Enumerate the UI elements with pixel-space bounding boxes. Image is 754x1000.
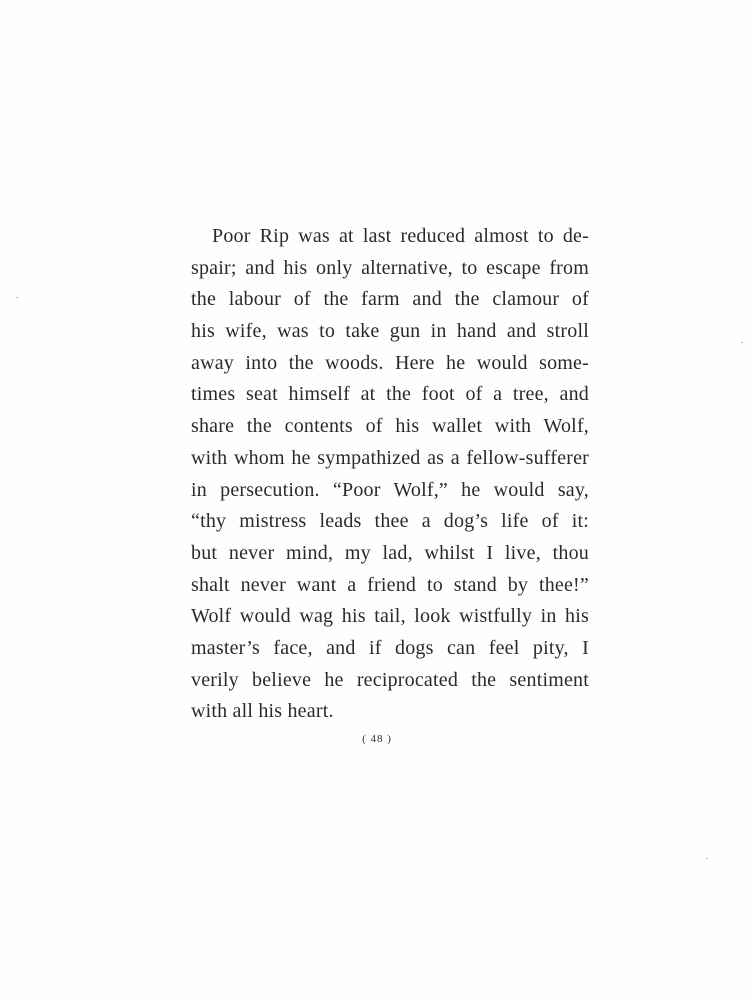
text-line: spair; and his only alternative, to escape from [191,256,589,279]
text-line: away into the woods. Here he would some- [191,351,589,374]
text-line: with whom he sympathized as a fellow-sufferer [191,446,589,469]
text-line: in persecution. “Poor Wolf,” he would say, [191,478,589,501]
text-line: his wife, was to take gun in hand and stroll [191,320,589,343]
text-line: times seat himself at the foot of a tree, and [191,383,589,406]
text-line: share the contents of his wallet with Wolf, [191,415,589,438]
paper-speck [16,297,18,298]
text-line: the labour of the farm and the clamour of [191,288,589,311]
text-line: Wolf would wag his tail, look wistfully in his [191,605,589,628]
text-line: but never mind, my lad, whilst I live, thou [191,541,589,564]
paper-speck [706,858,708,859]
paper-speck [741,342,743,343]
text-line: with all his heart. [191,700,334,723]
text-line: “thy mistress leads thee a dog’s life of it: [191,510,589,533]
text-line: verily believe he reciprocated the sentiment [191,668,589,691]
page-number: ( 48 ) [362,733,392,745]
text-line: Poor Rip was at last reduced almost to de- [212,225,589,247]
text-line: shalt never want a friend to stand by thee!” [191,573,589,596]
body-paragraph [191,221,589,728]
text-line: master’s face, and if dogs can feel pity, I [191,636,589,659]
